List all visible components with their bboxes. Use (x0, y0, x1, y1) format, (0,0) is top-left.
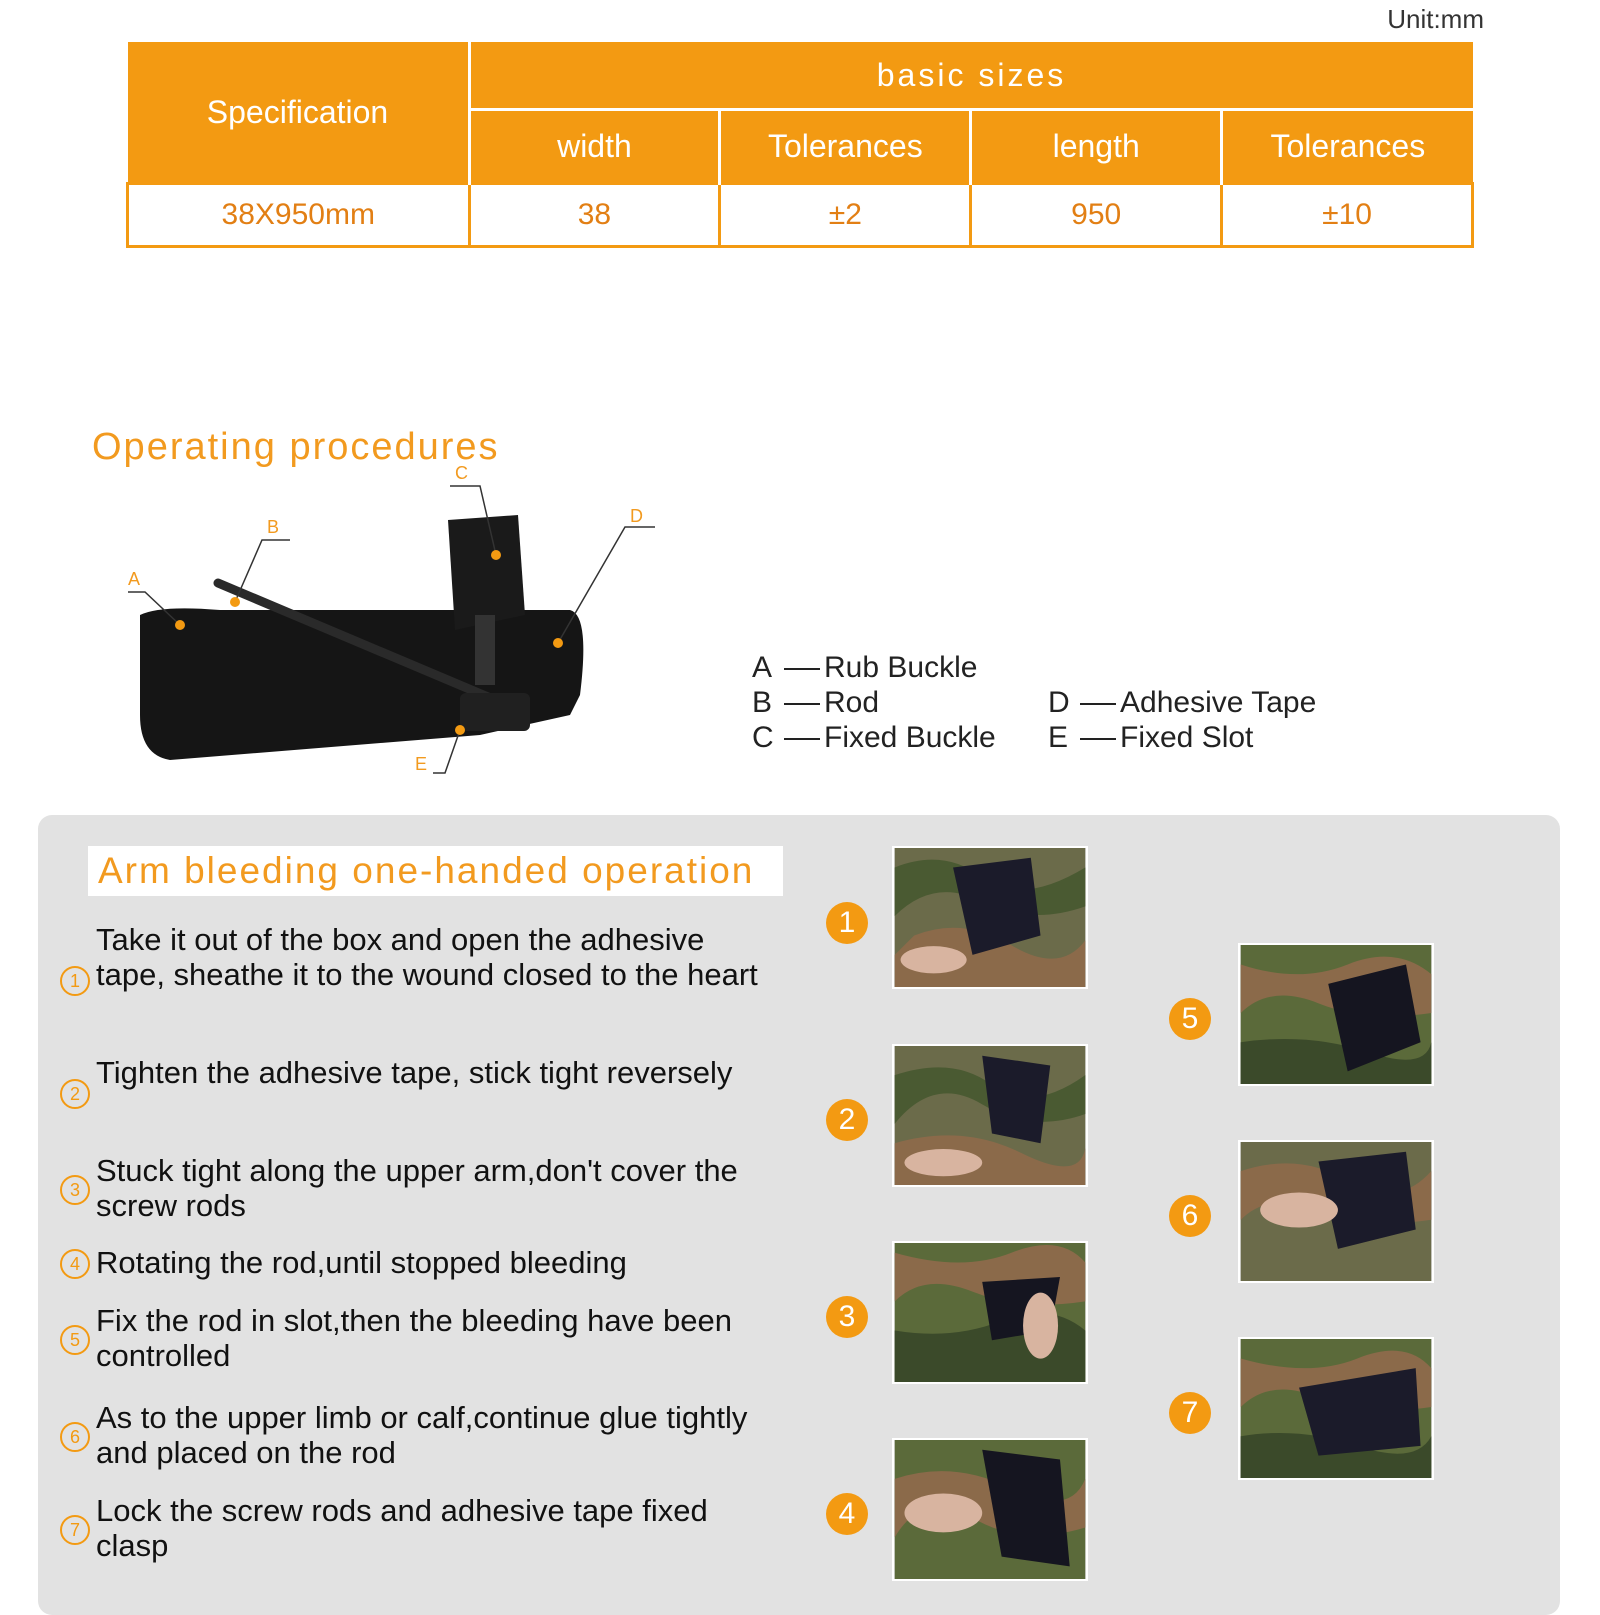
width-tolerance-cell: ±2 (720, 184, 971, 247)
width-cell: 38 (469, 184, 720, 247)
diagram-label-d: D (630, 506, 643, 526)
camouflage-photo (892, 1438, 1088, 1581)
diagram-label-b: B (267, 517, 280, 537)
step-text: Stuck tight along the upper arm,don't cover the screw rods (96, 1153, 738, 1223)
step-number: 2 (60, 1079, 90, 1109)
operating-procedures-title: Operating procedures (92, 426, 500, 468)
specification-table (126, 42, 1474, 248)
step-text: Fix the rod in slot,then the bleeding have been controlled (96, 1303, 732, 1373)
step-number: 7 (60, 1515, 90, 1545)
step-badge: 3 (826, 1296, 868, 1338)
length-cell: 950 (971, 184, 1222, 247)
table-row (128, 184, 1473, 247)
camouflage-photo (892, 1241, 1088, 1384)
step-text: As to the upper limb or calf,continue glue tightly and placed on the rod (96, 1400, 748, 1470)
legend-item: A Rub Buckle (752, 651, 978, 684)
camouflage-photo (1238, 943, 1434, 1086)
legend-item: E Fixed Slot (1048, 721, 1254, 754)
basic-sizes-header: basic sizes (469, 42, 1473, 110)
arm-bleeding-title: Arm bleeding one-handed operation (88, 846, 783, 896)
legend-item: C Fixed Buckle (752, 721, 996, 754)
spec-cell: 38X950mm (128, 184, 470, 247)
camouflage-photo (1238, 1140, 1434, 1283)
step-badge: 2 (826, 1099, 868, 1141)
fixed-buckle-strap (448, 515, 525, 630)
tourniquet-diagram (100, 465, 680, 805)
step-badge: 1 (826, 902, 868, 944)
step-text: Take it out of the box and open the adhesive tape, sheathe it to the wound closed to the heart (96, 922, 758, 992)
step-text: Rotating the rod,until stopped bleeding (96, 1245, 627, 1280)
width-tolerance-header: Tolerances (720, 110, 971, 184)
length-tolerance-cell: ±10 (1222, 184, 1473, 247)
step-badge: 4 (826, 1493, 868, 1535)
step-number: 4 (60, 1249, 90, 1279)
step-badge: 7 (1169, 1392, 1211, 1434)
diagram-label-e: E (415, 754, 428, 774)
fixed-slot-shape (460, 693, 530, 731)
step-badge: 6 (1169, 1195, 1211, 1237)
diagram-label-a: A (128, 569, 141, 589)
unit-label: Unit:mm (1387, 4, 1484, 34)
strap-patch (475, 615, 495, 685)
step-text: Tighten the adhesive tape, stick tight reversely (96, 1055, 733, 1090)
legend-item: D Adhesive Tape (1048, 686, 1317, 719)
length-header: length (971, 110, 1222, 184)
step-text: Lock the screw rods and adhesive tape fixed clasp (96, 1493, 708, 1563)
camouflage-photo (1238, 1337, 1434, 1480)
tourniquet-body (140, 608, 583, 760)
step-number: 6 (60, 1422, 90, 1452)
step-badge: 5 (1169, 998, 1211, 1040)
step-number: 1 (60, 966, 90, 996)
width-header: width (469, 110, 720, 184)
camouflage-photo (892, 1044, 1088, 1187)
camouflage-photo (892, 846, 1088, 989)
length-tolerance-header: Tolerances (1222, 110, 1473, 184)
specification-header: Specification (128, 42, 470, 184)
step-number: 3 (60, 1175, 90, 1205)
legend-item: B Rod (752, 686, 880, 719)
diagram-label-c: C (455, 465, 468, 483)
step-number: 5 (60, 1325, 90, 1355)
